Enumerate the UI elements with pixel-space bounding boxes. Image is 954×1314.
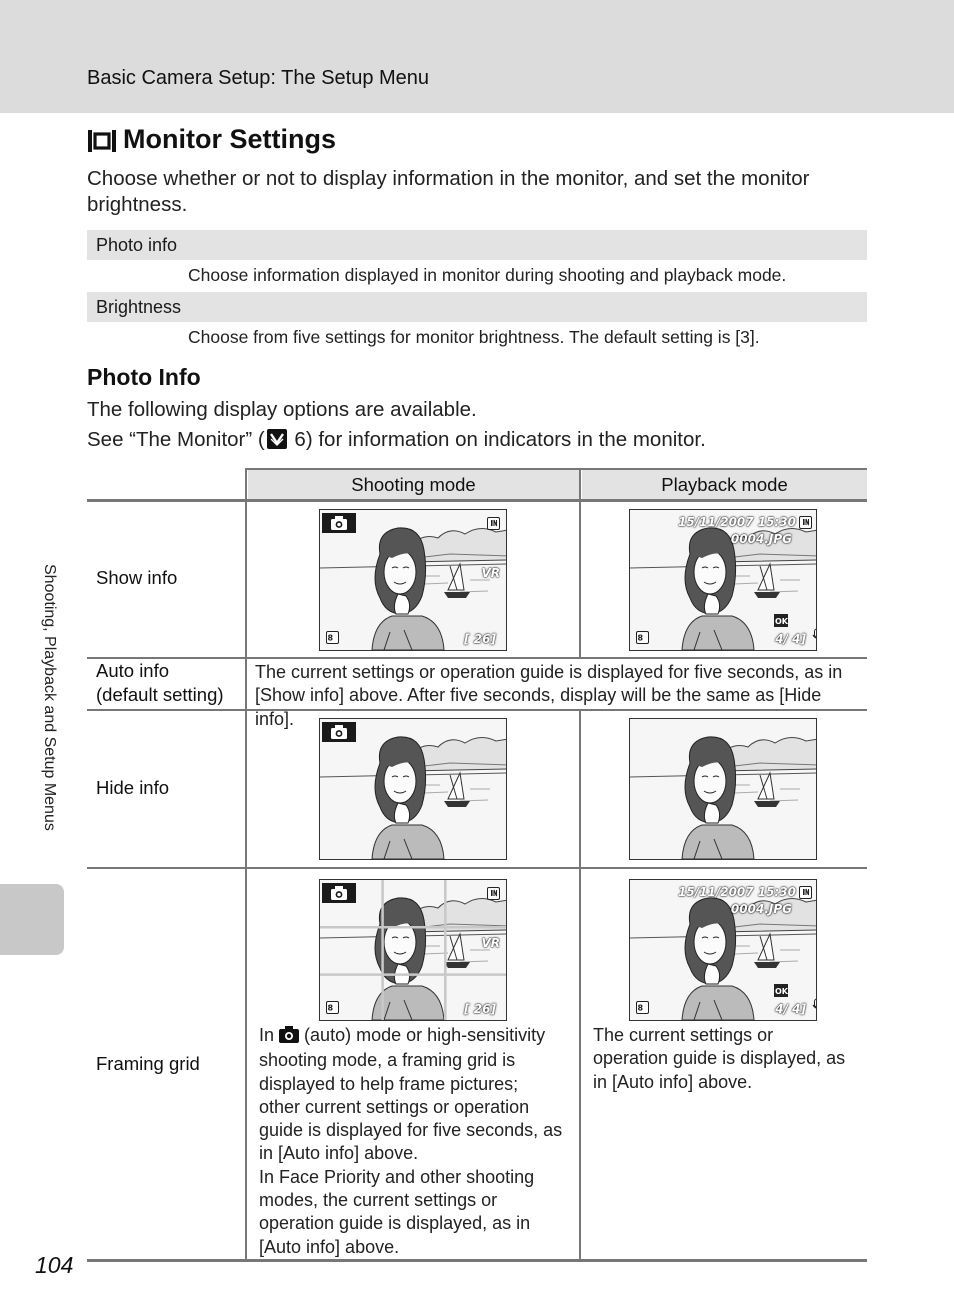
section-line-2-end: 6) for information on indicators in the monitor. — [288, 428, 706, 451]
side-tab-label: Shooting, Playback and Setup Menus — [41, 564, 58, 831]
table-rule — [87, 1259, 867, 1262]
table-divider — [245, 657, 247, 710]
vr-icon: VR — [481, 936, 500, 950]
svg-text:8: 8 — [637, 1003, 644, 1012]
framing-grid-line: displayed to help frame pictures; — [259, 1073, 519, 1094]
row-label-auto-info — [96, 659, 224, 707]
monitor-settings-icon — [87, 129, 113, 151]
page-title-text: Monitor Settings — [123, 124, 336, 154]
framing-grid-shooting-description — [259, 1024, 575, 1259]
auto-info-description: The current settings or operation guide is displayed for five seconds, as in [Show info] above. After five seconds, display will be the same as [Hide info]. — [255, 662, 843, 729]
header-playback-mode: Playback mode — [582, 470, 867, 500]
internal-memory-icon — [799, 516, 812, 529]
row-label-show-info: Show info — [96, 567, 178, 588]
row-label-framing-grid: Framing grid — [96, 1053, 200, 1074]
internal-memory-icon — [487, 887, 500, 900]
side-tab-marker — [0, 884, 64, 955]
svg-text:OK: OK — [775, 617, 788, 626]
camera-mode-icon — [322, 883, 356, 903]
camera-mode-icon — [322, 722, 356, 742]
remaining-exposures: [ 26] — [464, 632, 496, 646]
framing-grid-shooting-line — [259, 1024, 575, 1049]
header-band — [0, 0, 954, 113]
image-size-icon — [326, 631, 339, 644]
portrait-scene — [630, 719, 817, 860]
table-divider — [245, 709, 247, 1261]
table-rule — [247, 468, 867, 470]
option-brightness-description: Choose from five settings for monitor brightness. The default setting is [3]. — [188, 327, 760, 347]
framing-grid-line: guide is displayed for five seconds, as — [259, 1120, 563, 1141]
frame-counter: 4/ 4] — [775, 1002, 806, 1016]
table-divider — [245, 468, 247, 658]
svg-text:8: 8 — [327, 633, 334, 642]
framing-grid-line: operation guide is displayed, as in — [259, 1213, 531, 1234]
page-reference-icon — [267, 429, 287, 455]
screen-show-info-shooting — [319, 509, 507, 651]
framing-grid-playback-line: operation guide is displayed, as — [593, 1048, 846, 1069]
file-name: 0004.JPG — [730, 532, 792, 546]
option-brightness-label: Brightness — [87, 292, 867, 322]
page-number: 104 — [35, 1252, 74, 1278]
section-line-2-start: See “The Monitor” ( — [87, 428, 265, 451]
screen-framing-grid-playback — [629, 879, 817, 1021]
framing-grid-line: shooting mode, a framing grid is — [259, 1050, 516, 1071]
ok-icon — [774, 614, 788, 627]
image-size-icon — [326, 1001, 339, 1014]
frame-counter: 4/ 4] — [775, 632, 806, 646]
internal-memory-icon — [487, 517, 500, 530]
breadcrumb: Basic Camera Setup: The Setup Menu — [87, 67, 430, 89]
svg-text:8: 8 — [327, 1003, 334, 1012]
image-size-icon — [636, 631, 649, 644]
framing-grid-line: [Auto info] above. — [259, 1236, 400, 1257]
table-rule — [87, 499, 867, 502]
framing-grid-line-text: (auto) mode or high-sensitivity — [304, 1025, 546, 1045]
framing-grid-line: other current settings or operation — [259, 1096, 530, 1117]
screen-framing-grid-shooting — [319, 879, 507, 1021]
table-divider — [579, 709, 581, 1261]
section-line-1: The following display options are available. — [87, 398, 477, 421]
image-size-icon — [636, 1001, 649, 1014]
screen-show-info-playback — [629, 509, 817, 651]
option-photo-info-label: Photo info — [87, 230, 867, 260]
row-label-hide-info: Hide info — [96, 777, 170, 798]
section-line-2 — [87, 428, 706, 455]
section-title: Photo Info — [87, 364, 201, 390]
svg-text:8: 8 — [637, 633, 644, 642]
vr-icon: VR — [481, 566, 500, 580]
framing-grid-prefix: In — [259, 1025, 275, 1045]
framing-grid-line: modes, the current settings or — [259, 1190, 498, 1211]
row-label-auto-info-line1: Auto info — [96, 660, 170, 681]
camera-mode-icon — [322, 513, 356, 533]
framing-grid-playback-line: The current settings or — [593, 1025, 774, 1045]
framing-grid-line: in [Auto info] above. — [259, 1143, 419, 1164]
row-label-auto-info-line2: (default setting) — [96, 684, 224, 705]
page-title — [87, 124, 336, 155]
intro-paragraph: Choose whether or not to display information in the monitor, and set the monitor brightness. — [87, 167, 810, 216]
screen-hide-info-shooting — [319, 718, 507, 860]
ok-icon — [774, 984, 788, 997]
framing-grid-line: In Face Priority and other shooting — [259, 1166, 535, 1187]
framing-grid-playback-line: in [Auto info] above. — [593, 1071, 753, 1092]
remaining-exposures: [ 26] — [464, 1002, 496, 1016]
option-photo-info-description: Choose information displayed in monitor during shooting and playback mode. — [188, 265, 787, 285]
table-rule — [87, 867, 867, 869]
internal-memory-icon — [799, 886, 812, 899]
header-shooting-mode: Shooting mode — [248, 470, 579, 500]
camera-mode-icon — [279, 1026, 299, 1049]
date-time-stamp: 15/11/2007 15:30 — [678, 515, 796, 529]
framing-grid-playback-description — [593, 1024, 863, 1094]
file-name: 0004.JPG — [730, 902, 792, 916]
date-time-stamp: 15/11/2007 15:30 — [678, 885, 796, 899]
screen-hide-info-playback — [629, 718, 817, 860]
svg-text:OK: OK — [775, 987, 788, 996]
table-divider — [579, 468, 581, 658]
